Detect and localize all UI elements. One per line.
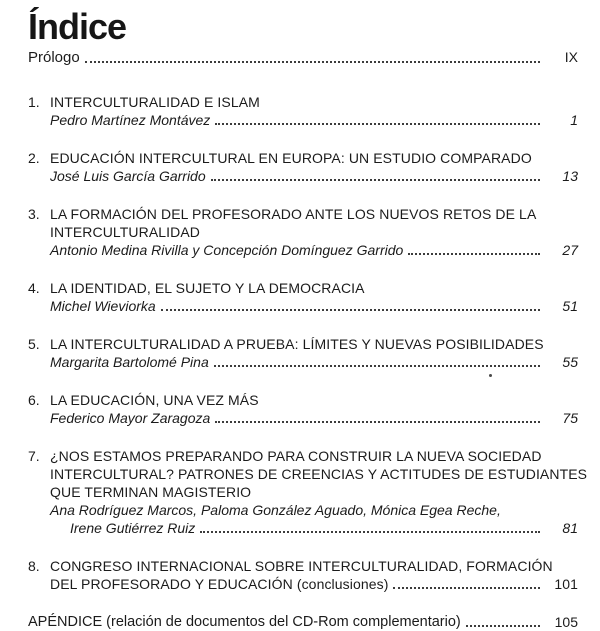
entry-number: 7. [28,447,40,464]
entry-list [28,93,588,593]
entry-author-line-text: Michel Wieviorka [50,297,156,314]
dot-leader [211,179,540,181]
prologue-label: Prólogo [28,48,80,66]
entry-title-line [50,335,578,353]
entry-number: 2. [28,149,40,166]
appendix-row [28,613,578,631]
toc-entry [28,279,578,315]
entry-title-line [50,391,578,409]
entry-content [50,279,578,315]
page-title: Índice [28,6,127,47]
entry-page-number: 27 [562,241,578,258]
entry-author-line-text: Margarita Bartolomé Pina [50,353,209,370]
entry-title-line [50,93,578,111]
entry-title-line-text: DEL PROFESORADO Y EDUCACIÓN (conclusiones) [50,575,389,592]
dot-leader [214,365,540,367]
entry-title-line-text: ¿NOS ESTAMOS PREPARANDO PARA CONSTRUIR LA NUEVA SOCIEDAD [50,447,542,464]
entry-author-line [50,519,578,537]
entry-content [50,93,578,129]
toc-entry [28,557,578,593]
dot-leader [200,531,540,533]
entry-title-line-text: INTERCULTURALIDAD E ISLAM [50,93,260,110]
entry-author-line [50,409,578,427]
entry-number: 4. [28,279,40,296]
entry-author-line [50,501,578,519]
entry-author-line [50,297,578,315]
entry-author-line-text: José Luis García Garrido [50,167,206,184]
entry-title-line-text: INTERCULTURAL? PATRONES DE CREENCIAS Y ACTITUDES DE ESTUDIANTES [50,465,588,482]
prologue-row [28,48,578,67]
entry-author-line [50,241,578,259]
entry-content [50,447,588,537]
scan-artifact [489,374,492,377]
entry-content [50,335,578,371]
entry-title-line [50,483,578,501]
entry-title-line-text: INTERCULTURALIDAD [50,223,201,240]
dot-leader [408,253,540,255]
entry-number: 5. [28,335,40,352]
entry-title-line [50,447,578,465]
entry-number: 1. [28,93,40,110]
entry-author-line-text: Federico Mayor Zaragoza [50,409,211,426]
entry-title-line [50,149,578,167]
entry-title-line [50,223,578,241]
entry-title-line [50,575,578,593]
entry-page-number: 55 [562,353,578,370]
entry-page-number: 51 [562,297,578,314]
entry-page-number: 13 [562,167,578,184]
entry-content [50,205,578,259]
toc-entry [28,205,578,259]
toc-entry [28,391,578,427]
dot-leader [215,421,540,423]
entry-title-line-text: EDUCACIÓN INTERCULTURAL EN EUROPA: UN ESTUDIO COMPARADO [50,149,532,166]
appendix-label: APÉNDICE (relación de documentos del CD-Rom complementario) [28,613,461,630]
entry-author-line [50,167,578,185]
entry-number: 6. [28,391,40,408]
entry-author-line-text: Pedro Martínez Montávez [50,111,211,128]
prologue-page-number: IX [564,48,578,65]
entry-page-number: 101 [554,575,578,592]
dot-leader [85,61,540,63]
entry-title-line [50,279,578,297]
entry-title-line [50,557,578,575]
entry-author-line-text: Ana Rodríguez Marcos, Paloma González Aguado, Mónica Egea Reche, [50,501,501,518]
entry-content [50,149,578,185]
entry-number: 8. [28,557,40,574]
dot-leader [161,309,540,311]
entry-title-line-text: LA IDENTIDAD, EL SUJETO Y LA DEMOCRACIA [50,279,365,296]
toc-entry [28,447,588,537]
entry-title-line-text: LA INTERCULTURALIDAD A PRUEBA: LÍMITES Y NUEVAS POSIBILIDADES [50,335,544,352]
entry-page-number: 1 [570,111,578,128]
entry-title-line-text: CONGRESO INTERNACIONAL SOBRE INTERCULTURALIDAD, FORMACIÓN [50,557,553,574]
entry-title-line-text: QUE TERMINAN MAGISTERIO [50,483,252,500]
toc-entry [28,149,578,185]
dot-leader [215,123,540,125]
entry-title-line-text: LA FORMACIÓN DEL PROFESORADO ANTE LOS NUEVOS RETOS DE LA [50,205,537,222]
dot-leader [466,625,540,627]
entry-content [50,557,578,593]
entry-page-number: 81 [562,519,578,536]
entry-title-line-text: LA EDUCACIÓN, UNA VEZ MÁS [50,391,259,408]
entry-content [50,391,578,427]
entry-number: 3. [28,205,40,222]
toc-entry [28,335,578,371]
appendix-page-number: 105 [554,613,578,630]
entry-title-line [50,205,578,223]
dot-leader [393,587,540,589]
entry-page-number: 75 [562,409,578,426]
entry-author-line [50,111,578,129]
entry-author-line-text: Irene Gutiérrez Ruiz [70,519,196,536]
entry-author-line-text: Antonio Medina Rivilla y Concepción Domínguez Garrido [50,241,404,258]
entry-title-line [50,465,588,483]
entry-author-line [50,353,578,371]
toc-entry [28,93,578,129]
